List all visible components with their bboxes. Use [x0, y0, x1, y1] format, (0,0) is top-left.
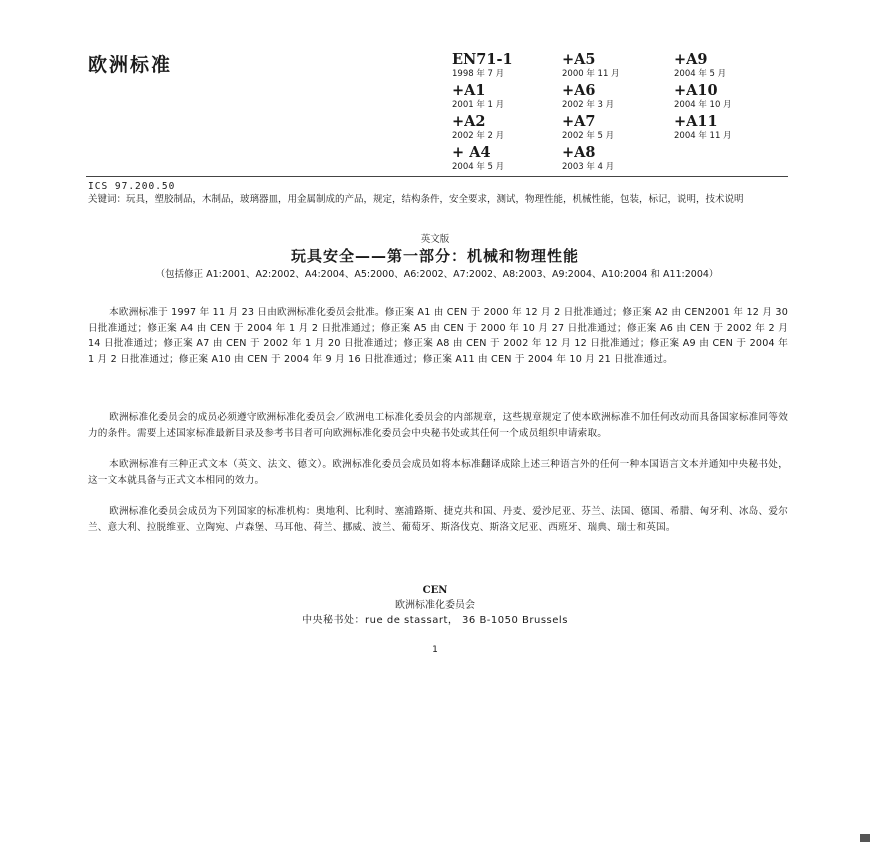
- amendment-code: + A4: [452, 144, 491, 161]
- version-label: 英文版: [420, 234, 450, 245]
- amendment-entry: [674, 83, 782, 114]
- amendment-date: 2004 年 5 月: [674, 69, 727, 79]
- ics-code: ICS 97.200.50: [88, 181, 176, 192]
- document-subtitle: （包括修正 A1:2001、A2:2002、A4:2004、A5:2000、A6:2002、A7:2002、A8:2003、A9:2004、A10:2004 和 A11:2004）: [155, 269, 719, 280]
- amendment-code: +A10: [674, 82, 718, 99]
- amendment-entry: [562, 52, 674, 83]
- amendment-date: 2003 年 4 月: [562, 162, 615, 172]
- scan-corner-mark: [860, 834, 870, 842]
- amendment-date: 2001 年 1 月: [452, 100, 505, 110]
- members-paragraph: 欧洲标准化委员会成员为下列国家的标准机构：奥地利、比利时、塞浦路斯、捷克共和国、丹麦、爱沙尼亚、芬兰、法国、德国、希腊、匈牙利、冰岛、爱尔兰、意大利、拉脱维亚、立陶宛、卢森堡、马耳他、荷兰、挪威、波兰、葡萄牙、斯洛伐克、斯洛文尼亚、西班牙、瑞典、瑞士和英国。: [88, 506, 788, 533]
- amendment-code: +A1: [452, 82, 486, 99]
- amendment-date: 2000 年 11 月: [562, 69, 620, 79]
- document-title: 玩具安全——第一部分：机械和物理性能: [290, 247, 579, 265]
- amendment-entry: [674, 114, 782, 145]
- amendment-date: 2004 年 5 月: [452, 162, 505, 172]
- amendment-date: 2004 年 11 月: [674, 131, 732, 141]
- amendment-date: 1998 年 7 月: [452, 69, 505, 79]
- amendment-entry: [452, 52, 562, 83]
- amendment-code: EN71-1: [452, 51, 513, 68]
- amendment-code: +A8: [562, 144, 596, 161]
- amendment-code: +A7: [562, 113, 596, 130]
- amendment-entry: [452, 83, 562, 114]
- organization-title: 欧洲标准: [88, 54, 173, 76]
- amendment-entry: [562, 145, 674, 176]
- amendment-code: +A11: [674, 113, 718, 130]
- amendment-code: +A2: [452, 113, 486, 130]
- amendment-entry: [562, 83, 674, 114]
- keywords: 关键词：玩具，塑胶制品，木制品，玻璃器皿，用金属制成的产品，规定，结构条件，安全要求，测试，物理性能，机械性能，包装，标记，说明，技术说明: [88, 194, 744, 205]
- secretariat-address: 中央秘书处：rue de stassart， 36 B-1050 Brussels: [302, 615, 568, 626]
- org-name: 欧洲标准化委员会: [395, 600, 475, 611]
- header-divider: [86, 176, 788, 177]
- amendment-entry: [452, 145, 562, 176]
- amendment-entry: [452, 114, 562, 145]
- amendment-code: +A6: [562, 82, 596, 99]
- regulation-paragraph: 欧洲标准化委员会的成员必须遵守欧洲标准化委员会／欧洲电工标准化委员会的内部规章，这些规章规定了使本欧洲标准不加任何改动而具备国家标准同等效力的条件。需要上述国家标准最新目录及参考书目者可向欧洲标准化委员会中央秘书处或其任何一个成员组织申请索取。: [88, 412, 788, 439]
- amendment-entry: [562, 114, 674, 145]
- amendment-date: 2002 年 3 月: [562, 100, 615, 110]
- amendment-date: 2002 年 2 月: [452, 131, 505, 141]
- amendment-entry: [674, 52, 782, 83]
- org-abbreviation: CEN: [422, 585, 448, 596]
- amendment-list: [452, 52, 782, 176]
- amendment-date: 2004 年 10 月: [674, 100, 732, 110]
- page-number: 1: [432, 645, 438, 655]
- amendment-code: +A5: [562, 51, 596, 68]
- amendment-code: +A9: [674, 51, 708, 68]
- language-paragraph: 本欧洲标准有三种正式文本（英文、法文、德文）。欧洲标准化委员会成员如将本标准翻译成除上述三种语言外的任何一种本国语言文本并通知中央秘书处，这一文本就具备与正式文本相同的效力。: [88, 459, 788, 486]
- amendment-date: 2002 年 5 月: [562, 131, 615, 141]
- footer: [0, 583, 870, 628]
- approval-paragraph: 本欧洲标准于 1997 年 11 月 23 日由欧洲标准化委员会批准。修正案 A1 由 CEN 于 2000 年 12 月 2 日批准通过；修正案 A2 由 CEN2001 年 12 月 30 日批准通过；修正案 A4 由 CEN 于 2004 年 1 月 2 日批准通过；修正案 A5 由 CEN 于 2000 年 10 月 27 日批准通过；修正案 A6 由 CEN 于 2002 年 2 月 14 日批准通过；修正案 A7 由 CEN 于 2002 年 1 月 20 日批准通过；修正案 A8 由 CEN 于 2002 年 12 月 12 日批准通过；修正案 A9 由 CEN 于 2004 年 1 月 2 日批准通过；修正案 A10 由 CEN 于 2004 年 9 月 16 日批准通过；修正案 A11 由 CEN 于 2004 年 10 月 21 日批准通过。: [88, 307, 788, 365]
